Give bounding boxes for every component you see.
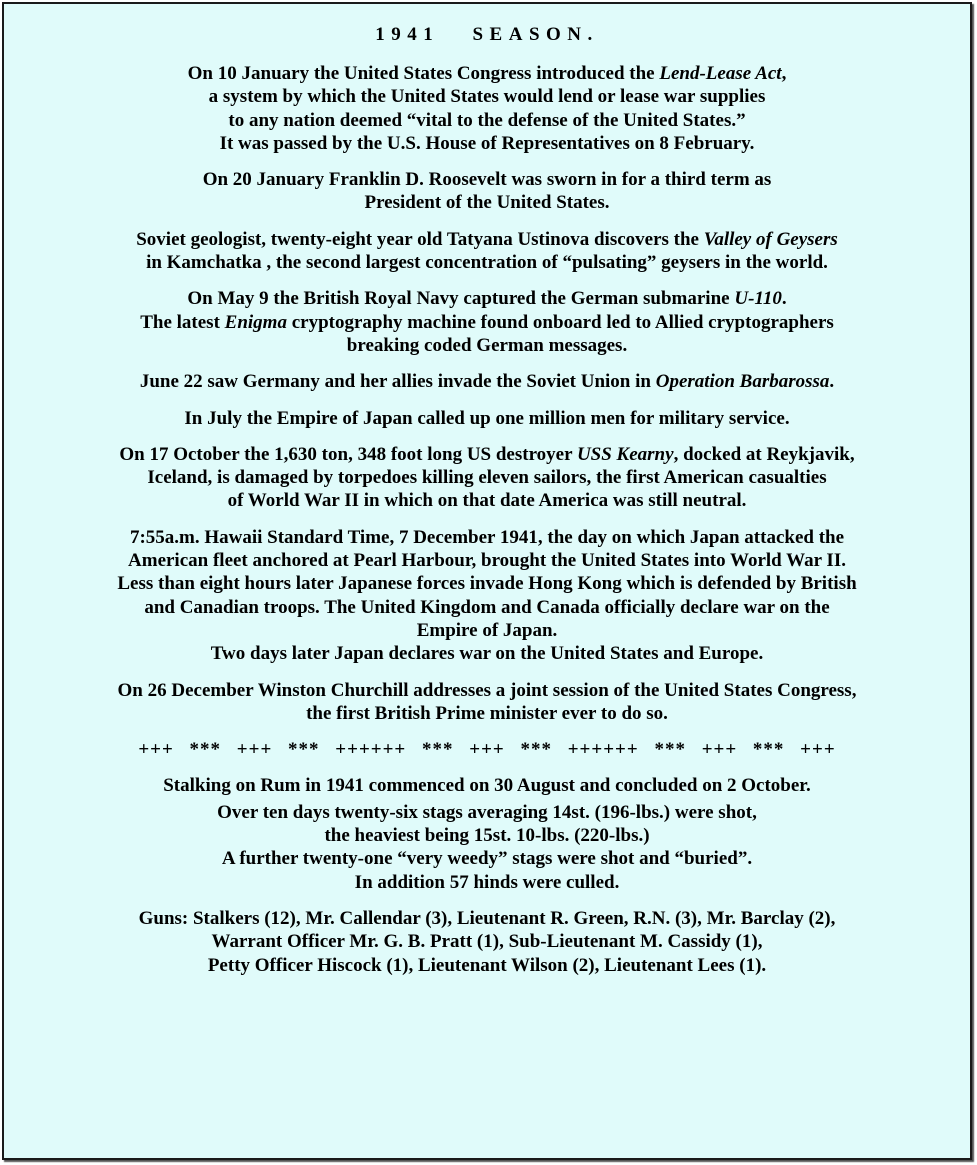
paragraph-pearl-harbour <box>4 526 970 666</box>
text-run: On May 9 the British Royal Navy captured the German submarine <box>187 288 735 310</box>
text-run: In July the Empire of Japan called up one million men for military service. <box>184 407 790 429</box>
text-line <box>4 847 970 870</box>
text-line <box>4 407 970 430</box>
text-run: breaking coded German messages. <box>346 334 628 356</box>
stalking-summary-paragraph <box>4 774 970 893</box>
page-title: 1941 SEASON. <box>375 24 599 45</box>
text-line <box>4 871 970 894</box>
paragraph-u110 <box>4 287 970 357</box>
text-run: Guns: Stalkers (12), Mr. Callendar (3), Lieutenant R. Green, R.N. (3), Mr. Barclay (2), <box>138 907 836 929</box>
document-page <box>2 2 972 1160</box>
text-run: and Canadian troops. The United Kingdom and Canada officially declare war on the <box>144 596 830 618</box>
text-line <box>4 526 970 549</box>
text-line <box>4 191 970 214</box>
text-run: June 22 saw Germany and her allies invade the Soviet Union in <box>139 371 656 393</box>
text-run: American fleet anchored at Pearl Harbour, brought the United States into World War II. <box>128 550 846 572</box>
text-run: Stalking on Rum in 1941 commenced on 30 August and concluded on 2 October. <box>163 775 811 797</box>
text-run: 7:55a.m. Hawaii Standard Time, 7 December 1941, the day on which Japan attacked the <box>129 526 845 548</box>
text-run: , docked at Reykjavik, <box>673 443 855 465</box>
guns-list-paragraph <box>4 907 970 977</box>
text-run: Over ten days twenty-six stags averaging 14st. (196-lbs.) were shot, <box>217 801 757 823</box>
text-run: in Kamchatka , the second largest concentration of “pulsating” geysers in the world. <box>146 252 828 274</box>
events-section <box>4 62 970 725</box>
text-line <box>4 801 970 824</box>
text-line <box>4 228 970 251</box>
text-run: Two days later Japan declares war on the United States and Europe. <box>210 643 764 665</box>
text-line <box>4 679 970 702</box>
text-line <box>4 642 970 665</box>
text-run: . <box>829 371 835 393</box>
text-line <box>4 824 970 847</box>
text-run: Soviet geologist, twenty-eight year old Tatyana Ustinova discovers the <box>136 228 704 250</box>
text-line <box>4 954 970 977</box>
text-line <box>4 287 970 310</box>
text-run: to any nation deemed “vital to the defense of the United States.” <box>228 109 746 131</box>
italic-text: Enigma <box>224 311 287 333</box>
text-line <box>4 85 970 108</box>
text-run: Warrant Officer Mr. G. B. Pratt (1), Sub-Lieutenant M. Cassidy (1), <box>211 931 763 953</box>
text-line <box>4 930 970 953</box>
italic-text: Valley of Geysers <box>703 228 838 250</box>
paragraph-japan-july <box>4 407 970 430</box>
text-line <box>4 109 970 132</box>
text-line <box>4 168 970 191</box>
text-run: In addition 57 hinds were culled. <box>354 871 620 893</box>
text-run: It was passed by the U.S. House of Representatives on 8 February. <box>219 132 755 154</box>
text-line <box>4 549 970 572</box>
text-run: Empire of Japan. <box>416 619 558 641</box>
italic-text: USS Kearny <box>576 443 674 465</box>
text-run: On 10 January the United States Congress introduced the <box>187 63 660 84</box>
text-run: President of the United States. <box>364 192 610 214</box>
text-line <box>4 619 970 642</box>
text-line <box>4 596 970 619</box>
text-run: , <box>781 63 787 84</box>
text-line <box>4 443 970 466</box>
text-line <box>4 132 970 155</box>
text-run: On 20 January Franklin D. Roosevelt was sworn in for a third term as <box>202 169 772 191</box>
paragraph-roosevelt <box>4 168 970 215</box>
text-line <box>4 466 970 489</box>
text-line <box>4 907 970 930</box>
paragraph-geysers <box>4 228 970 275</box>
text-run: The latest <box>140 311 225 333</box>
text-run: of World War II in which on that date America was still neutral. <box>227 490 747 512</box>
paragraph-lend-lease <box>4 62 970 155</box>
paragraph-kearny <box>4 443 970 513</box>
text-run: the first British Prime minister ever to do so. <box>306 702 668 724</box>
italic-text: Lend-Lease Act <box>659 63 782 84</box>
text-line <box>4 489 970 512</box>
text-line <box>4 251 970 274</box>
text-line <box>4 311 970 334</box>
italic-text: Operation Barbarossa <box>655 371 830 393</box>
text-run: Petty Officer Hiscock (1), Lieutenant Wilson (2), Lieutenant Lees (1). <box>207 954 767 976</box>
paragraph-churchill <box>4 679 970 726</box>
text-run: cryptography machine found onboard led to Allied cryptographers <box>286 311 834 333</box>
text-line <box>4 774 970 797</box>
text-run: On 26 December Winston Churchill addresses a joint session of the United States Congress, <box>117 679 857 701</box>
text-run: the heaviest being 15st. 10-lbs. (220-lbs.) <box>324 825 650 847</box>
section-divider: +++ *** +++ *** ++++++ *** +++ *** ++++++ *** +++ *** +++ <box>138 739 836 761</box>
text-line <box>4 62 970 85</box>
paragraph-barbarossa <box>4 370 970 393</box>
text-run: Iceland, is damaged by torpedoes killing eleven sailors, the first American casualties <box>147 467 827 489</box>
text-line <box>4 702 970 725</box>
text-run: a system by which the United States would lend or lease war supplies <box>208 86 766 108</box>
text-run: Less than eight hours later Japanese forces invade Hong Kong which is defended by British <box>117 573 857 595</box>
text-line <box>4 572 970 595</box>
text-run: . <box>781 288 787 310</box>
text-run: A further twenty-one “very weedy” stags were shot and “buried”. <box>221 848 753 870</box>
text-run: On 17 October the 1,630 ton, 348 foot long US destroyer <box>119 443 577 465</box>
text-line <box>4 370 970 393</box>
text-line <box>4 334 970 357</box>
italic-text: U-110 <box>734 288 782 310</box>
